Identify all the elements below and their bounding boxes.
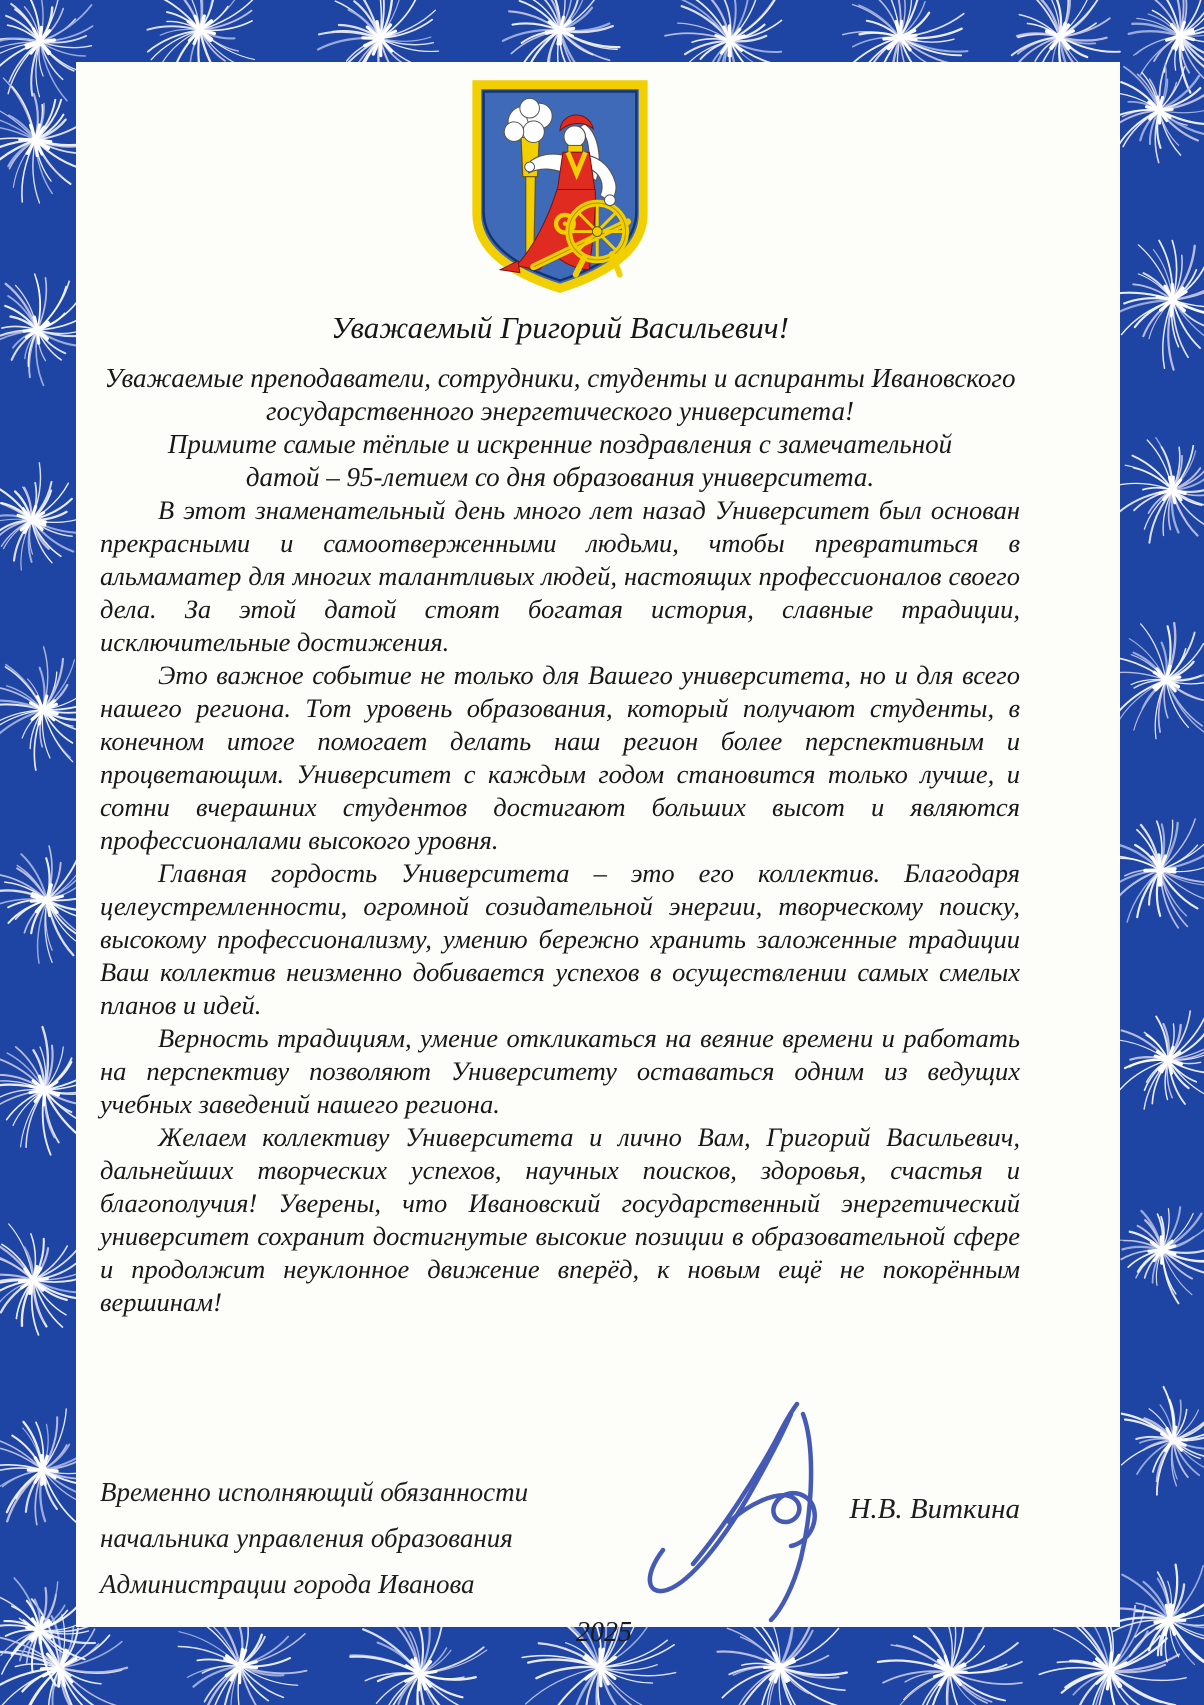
paragraph-4: Верность традициям, умение откликаться на веяние времени и работать на перспективу позволяют Университету оставаться одним из ведущих учебных заведений нашего региона. <box>100 1023 1020 1119</box>
year: 2025 <box>576 1617 632 1648</box>
letter-page <box>76 62 1120 1648</box>
signer-title-line-2: начальника управления образования <box>100 1523 513 1553</box>
signer-title-line-1: Временно исполняющий обязанности <box>100 1477 529 1507</box>
paragraph-1: В этот знаменательный день много лет назад Университет был основан прекрасными и самоотверженными людьми, чтобы превратиться в альмаматер для многих талантливых людей, настоящих профессионалов своего дела. За этой датой стоят богатая история, славные традиции, исключительные достижения. <box>100 495 1020 657</box>
intro-line-3: Примите самые тёплые и искренние поздравления с замечательной <box>167 429 953 459</box>
signer-name: Н.В. Виткина <box>849 1493 1020 1525</box>
salutation: Уважаемый Григорий Васильевич! <box>331 310 789 345</box>
signer-title-line-3: Администрации города Иванова <box>100 1569 475 1599</box>
paragraph-2: Это важное событие не только для Вашего университета, но и для всего нашего региона. Тот уровень образования, который получают студенты, в конечном итоге помогает делать наш регион более перспективным и процветающим. Университет с каждым годом становится только лучше, и сотни вчерашних студентов достигают больших высот и являются профессионалами высокого уровня. <box>100 660 1020 855</box>
paragraph-3: Главная гордость Университета – это его коллектив. Благодаря целеустремленности, огромной созидательной энергии, творческому поиску, высокому профессионализму, умению бережно хранить заложенные традиции Ваш коллектив неизменно добивается успехов в осуществлении самых смелых планов и идей. <box>100 858 1020 1020</box>
letter-body <box>100 494 1020 1319</box>
intro-line-2: государственного энергетического университета! <box>266 396 854 426</box>
signer-title <box>100 1469 528 1607</box>
intro-line-1: Уважаемые преподаватели, сотрудники, студенты и аспиранты Ивановского <box>104 363 1016 393</box>
signature-block <box>100 1469 1020 1607</box>
ivanovo-coat-of-arms-icon <box>467 76 653 298</box>
intro-block <box>100 362 1020 494</box>
paragraph-5: Желаем коллективу Университета и лично Вам, Григорий Васильевич, дальнейших творческих успехов, научных поисков, здоровья, счастья и благополучия! Уверены, что Ивановский государственный энергетический университет сохранит достигнутые высокие позиции в образовательной сфере и продолжит неуклонное движение вперёд, к новым ещё не покорённым вершинам! <box>100 1122 1020 1317</box>
intro-line-4: датой – 95-летием со дня образования университета. <box>245 462 875 492</box>
